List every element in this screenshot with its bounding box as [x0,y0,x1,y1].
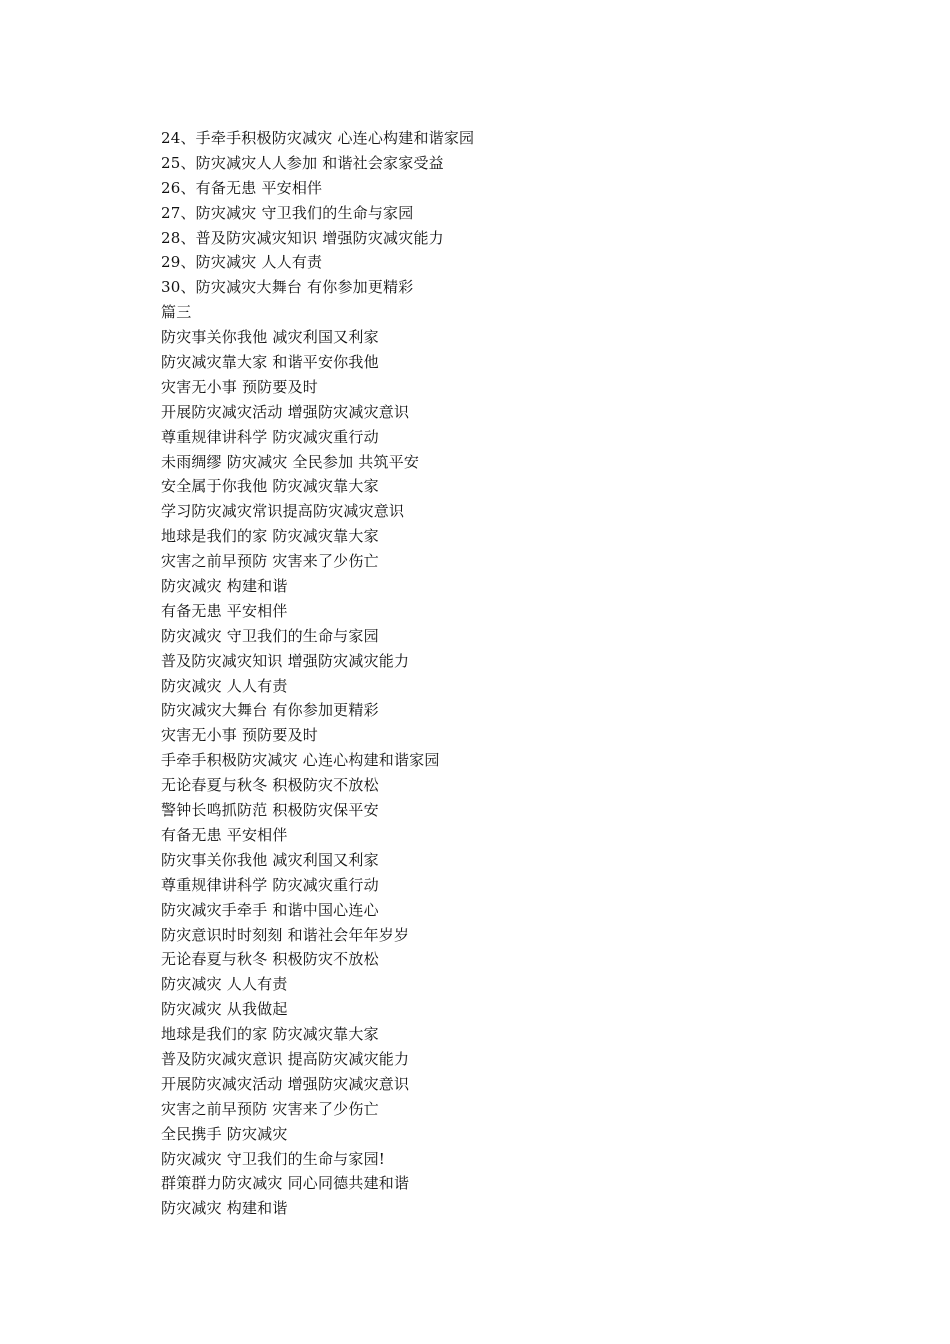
text-line: 安全属于你我他 防灾减灾靠大家 [161,477,379,496]
text-line: 防灾减灾 构建和谐 [161,577,288,596]
text-line: 无论春夏与秋冬 积极防灾不放松 [161,950,379,969]
text-line: 警钟长鸣抓防范 积极防灾保平安 [161,801,379,820]
text-line: 开展防灾减灾活动 增强防灾减灾意识 [161,1074,410,1093]
text-line: 有备无患 平安相伴 [161,825,288,844]
text-line: 未雨绸缪 防灾减灾 全民参加 共筑平安 [161,452,420,471]
document-body [161,126,921,1221]
text-line: 防灾减灾 从我做起 [161,1000,288,1019]
text-line: 防灾减灾手牵手 和谐中国心连心 [161,900,379,919]
text-line: 29、防灾减灾 人人有责 [161,253,323,272]
text-line: 防灾减灾 人人有责 [161,975,288,994]
text-line: 防灾减灾 守卫我们的生命与家园! [161,1149,385,1168]
text-line: 灾害无小事 预防要及时 [161,726,318,745]
text-line: 26、有备无患 平安相伴 [161,178,323,197]
text-line: 群策群力防灾减灾 同心同德共建和谐 [161,1174,410,1193]
text-line: 尊重规律讲科学 防灾减灾重行动 [161,427,379,446]
text-line: 灾害之前早预防 灾害来了少伤亡 [161,1099,379,1118]
text-line: 全民携手 防灾减灾 [161,1124,288,1143]
text-line: 尊重规律讲科学 防灾减灾重行动 [161,875,379,894]
text-line: 28、普及防灾减灾知识 增强防灾减灾能力 [161,228,444,247]
text-line: 学习防灾减灾常识提高防灾减灾意识 [161,502,405,521]
text-line: 27、防灾减灾 守卫我们的生命与家园 [161,203,414,222]
text-line: 防灾减灾 构建和谐 [161,1199,288,1218]
text-line: 手牵手积极防灾减灾 心连心构建和谐家园 [161,751,440,770]
text-line: 普及防灾减灾意识 提高防灾减灾能力 [161,1049,410,1068]
text-line: 防灾意识时时刻刻 和谐社会年年岁岁 [161,925,410,944]
section-heading: 篇三 [161,303,192,322]
text-line: 开展防灾减灾活动 增强防灾减灾意识 [161,402,410,421]
text-line: 无论春夏与秋冬 积极防灾不放松 [161,776,379,795]
text-line: 灾害之前早预防 灾害来了少伤亡 [161,552,379,571]
text-line: 30、防灾减灾大舞台 有你参加更精彩 [161,278,414,297]
text-line: 24、手牵手积极防灾减灾 心连心构建和谐家园 [161,129,475,147]
text-line: 地球是我们的家 防灾减灾靠大家 [161,1025,379,1044]
text-line: 普及防灾减灾知识 增强防灾减灾能力 [161,651,410,670]
text-line: 防灾减灾 守卫我们的生命与家园 [161,626,379,645]
text-line: 防灾减灾大舞台 有你参加更精彩 [161,701,379,720]
text-line: 灾害无小事 预防要及时 [161,377,318,396]
text-line: 防灾减灾 人人有责 [161,676,288,695]
text-line: 防灾事关你我他 减灾利国又利家 [161,328,379,347]
text-line: 25、防灾减灾人人参加 和谐社会家家受益 [161,153,444,172]
text-line: 地球是我们的家 防灾减灾靠大家 [161,527,379,546]
text-line: 防灾事关你我他 减灾利国又利家 [161,850,379,869]
text-line: 防灾减灾靠大家 和谐平安你我他 [161,353,379,372]
text-line: 有备无患 平安相伴 [161,601,288,620]
